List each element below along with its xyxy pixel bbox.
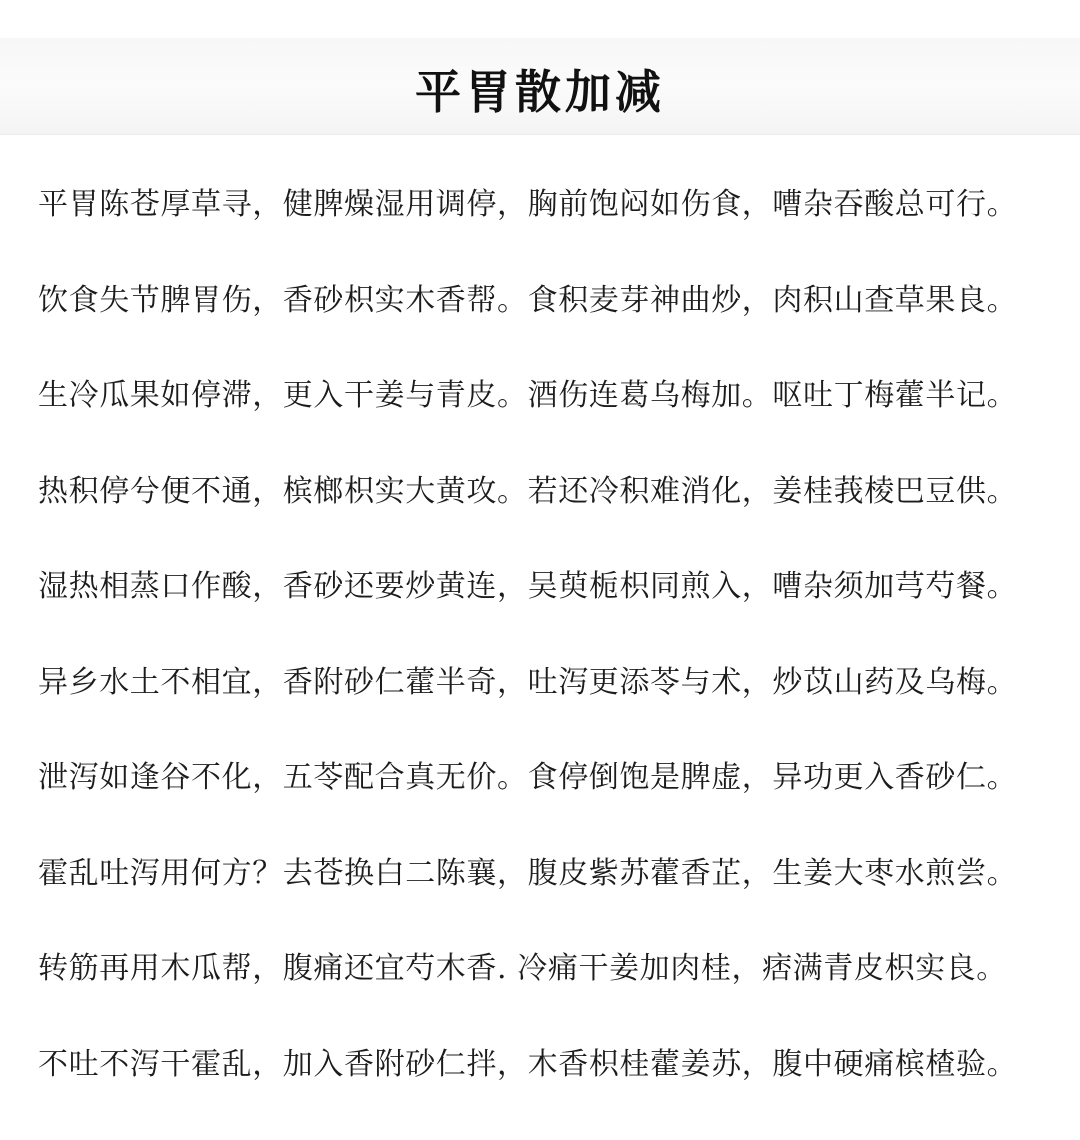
poem-line-6: 异乡水土不相宜，香附砂仁藿半奇，吐泻更添苓与术，炒苡山药及乌梅。 <box>38 664 1018 700</box>
poem-line-7: 泄泻如逢谷不化，五苓配合真无价。食停倒饱是脾虚，异功更入香砂仁。 <box>38 760 1018 795</box>
page-title: 平胃散加减 <box>415 65 665 119</box>
poem-body <box>38 185 1068 1140</box>
poem-line-9: 转筋再用木瓜帮，腹痛还宜芍木香. 冷痛干姜加肉桂，痞满青皮枳实良。 <box>38 951 1007 986</box>
poem-line-5: 湿热相蒸口作酸，香砂还要炒黄连，吴萸栀枳同煎入，嘈杂须加芎芍餐。 <box>38 569 1018 604</box>
poem-line-2: 饮食失节脾胃伤，香砂枳实木香帮。食积麦芽神曲炒，肉积山查草果良。 <box>38 282 1018 318</box>
poem-line-4: 热积停兮便不通，槟榔枳实大黄攻。若还冷积难消化，姜桂莪棱巴豆供。 <box>38 473 1018 509</box>
poem-line-1: 平胃陈苍厚草寻，健脾燥湿用调停，胸前饱闷如伤食，嘈杂吞酸总可行。 <box>38 187 1018 222</box>
poem-line-10: 不吐不泻干霍乱，加入香附砂仁拌，木香枳桂藿姜苏，腹中硬痛槟楂验。 <box>38 1046 1018 1082</box>
poem-line-3: 生冷瓜果如停滞，更入干姜与青皮。酒伤连葛乌梅加。呕吐丁梅藿半记。 <box>38 378 1018 413</box>
poem-line-8: 霍乱吐泻用何方？去苍换白二陈襄，腹皮紫苏藿香芷，生姜大枣水煎尝。 <box>38 855 1018 891</box>
